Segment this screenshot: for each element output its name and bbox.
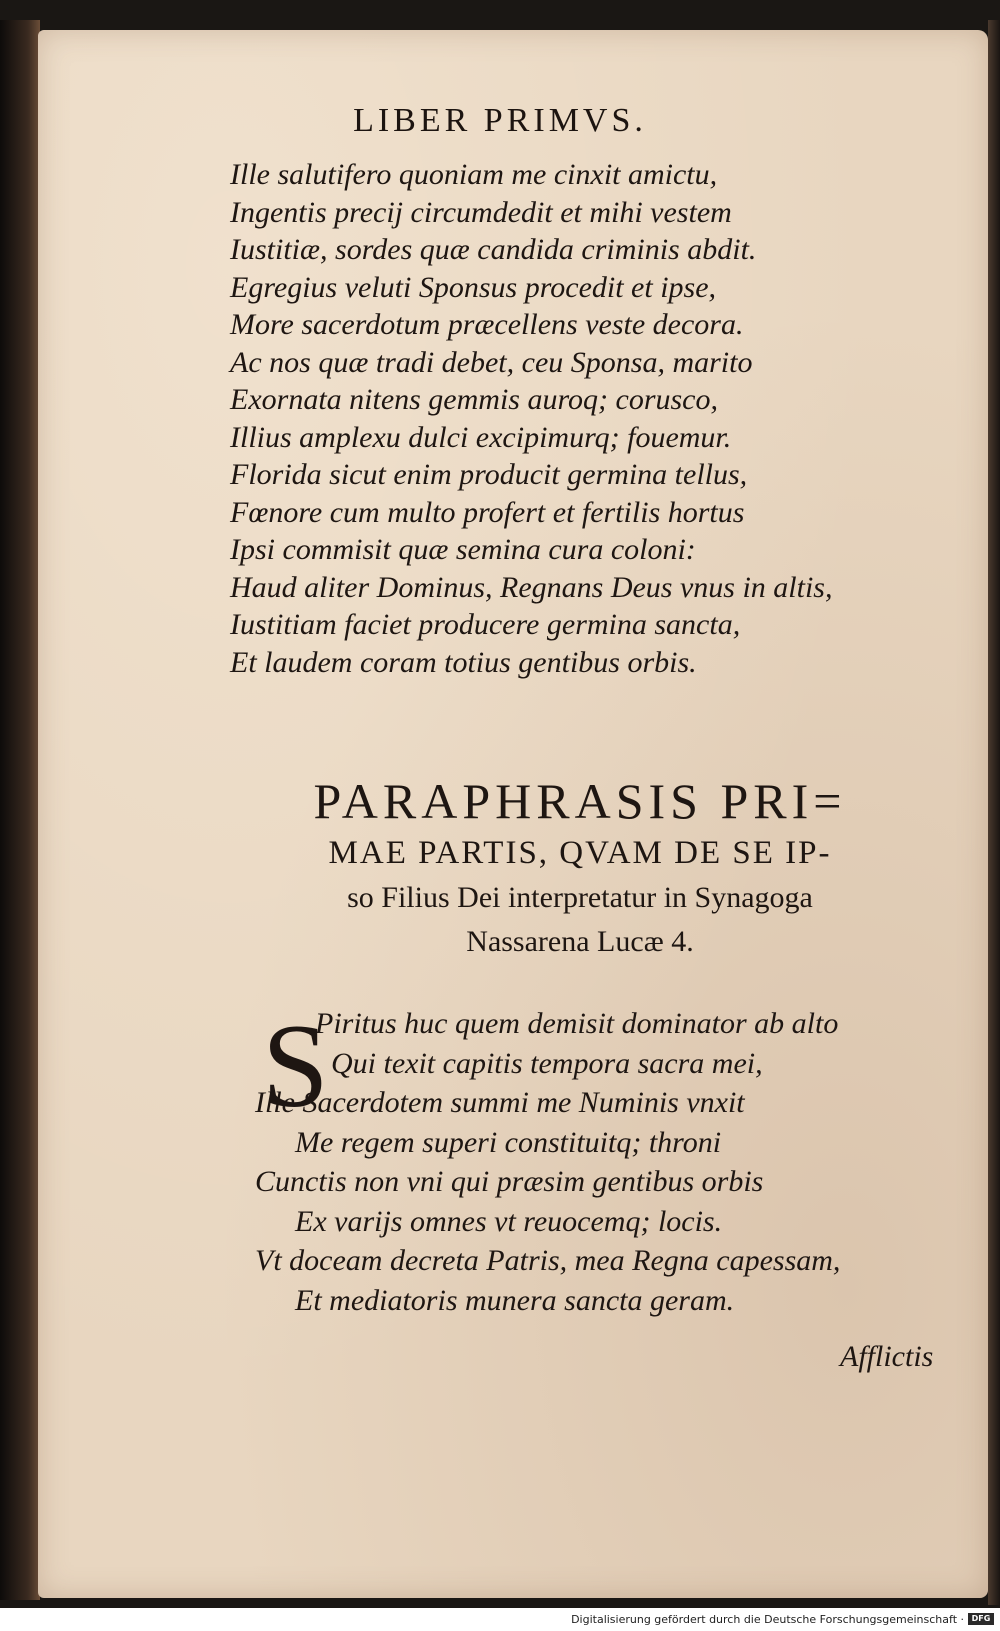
poem-line: Qui texit capitis tempora sacra mei, — [331, 1046, 763, 1080]
verse-line: Egregius veluti Sponsus procedit et ipse, — [230, 270, 717, 304]
verse-line: More sacerdotum præcellens veste decora. — [230, 308, 744, 341]
poem-line: Et mediatoris munera sancta geram. — [295, 1283, 735, 1317]
verse-line: Ipsi commisit quæ semina cura coloni: — [230, 533, 696, 566]
page-edge — [988, 20, 1000, 1605]
verse-block — [230, 156, 832, 681]
verse-line: Fœnore cum multo profert et fertilis hortus — [230, 495, 745, 529]
catchword: Afflictis — [840, 1340, 934, 1373]
section-title-line: Nassarena Lucæ 4. — [466, 925, 694, 958]
poem-block — [255, 999, 841, 1320]
section-title — [230, 772, 930, 964]
running-title: LIBER PRIMVS. — [353, 102, 647, 139]
section-title-line: PARAPHRASIS PRI= — [313, 773, 847, 829]
verse-line: Illius amplexu dulci excipimurq; fouemur. — [230, 420, 732, 454]
poem-line: Vt doceam decreta Patris, mea Regna capessam, — [255, 1244, 841, 1277]
poem-line: Ex varijs omnes vt reuocemq; locis. — [295, 1204, 723, 1238]
verse-line: Haud aliter Dominus, Regnans Deus vnus in altis, — [230, 570, 833, 604]
digitization-footer — [0, 1608, 1000, 1631]
poem-line: Me regem superi constituitq; throni — [295, 1125, 722, 1159]
verse-line: Iustitiæ, sordes quæ candida criminis abdit. — [230, 233, 757, 266]
poem-line: Ille Sacerdotem summi me Numinis vnxit — [255, 1086, 745, 1119]
verse-line: Exornata nitens gemmis auroq; corusco, — [230, 383, 718, 416]
poem-line: Piritus huc quem demisit dominator ab alto — [315, 1007, 839, 1040]
section-title-line: so Filius Dei interpretatur in Synagoga — [347, 881, 813, 914]
drop-capital: S — [262, 999, 329, 1132]
section-title-line: MAE PARTIS, QVAM DE SE IP- — [328, 835, 832, 871]
verse-line: Iustitiam faciet producere germina sancta, — [230, 608, 741, 641]
verse-line: Ingentis precij circumdedit et mihi vestem — [230, 195, 732, 229]
verse-line: Ac nos quæ tradi debet, ceu Sponsa, marito — [230, 345, 753, 379]
book-spine — [0, 20, 40, 1600]
verse-line: Et laudem coram totius gentibus orbis. — [230, 645, 697, 679]
dfg-logo-icon: DFG — [968, 1613, 994, 1625]
footer-credit: Digitalisierung gefördert durch die Deutsche Forschungsgemeinschaft · — [571, 1613, 964, 1626]
verse-line: Florida sicut enim producit germina tellus, — [230, 458, 748, 491]
verse-line: Ille salutifero quoniam me cinxit amictu, — [230, 158, 718, 191]
poem-line: Cunctis non vni qui præsim gentibus orbis — [255, 1165, 764, 1198]
